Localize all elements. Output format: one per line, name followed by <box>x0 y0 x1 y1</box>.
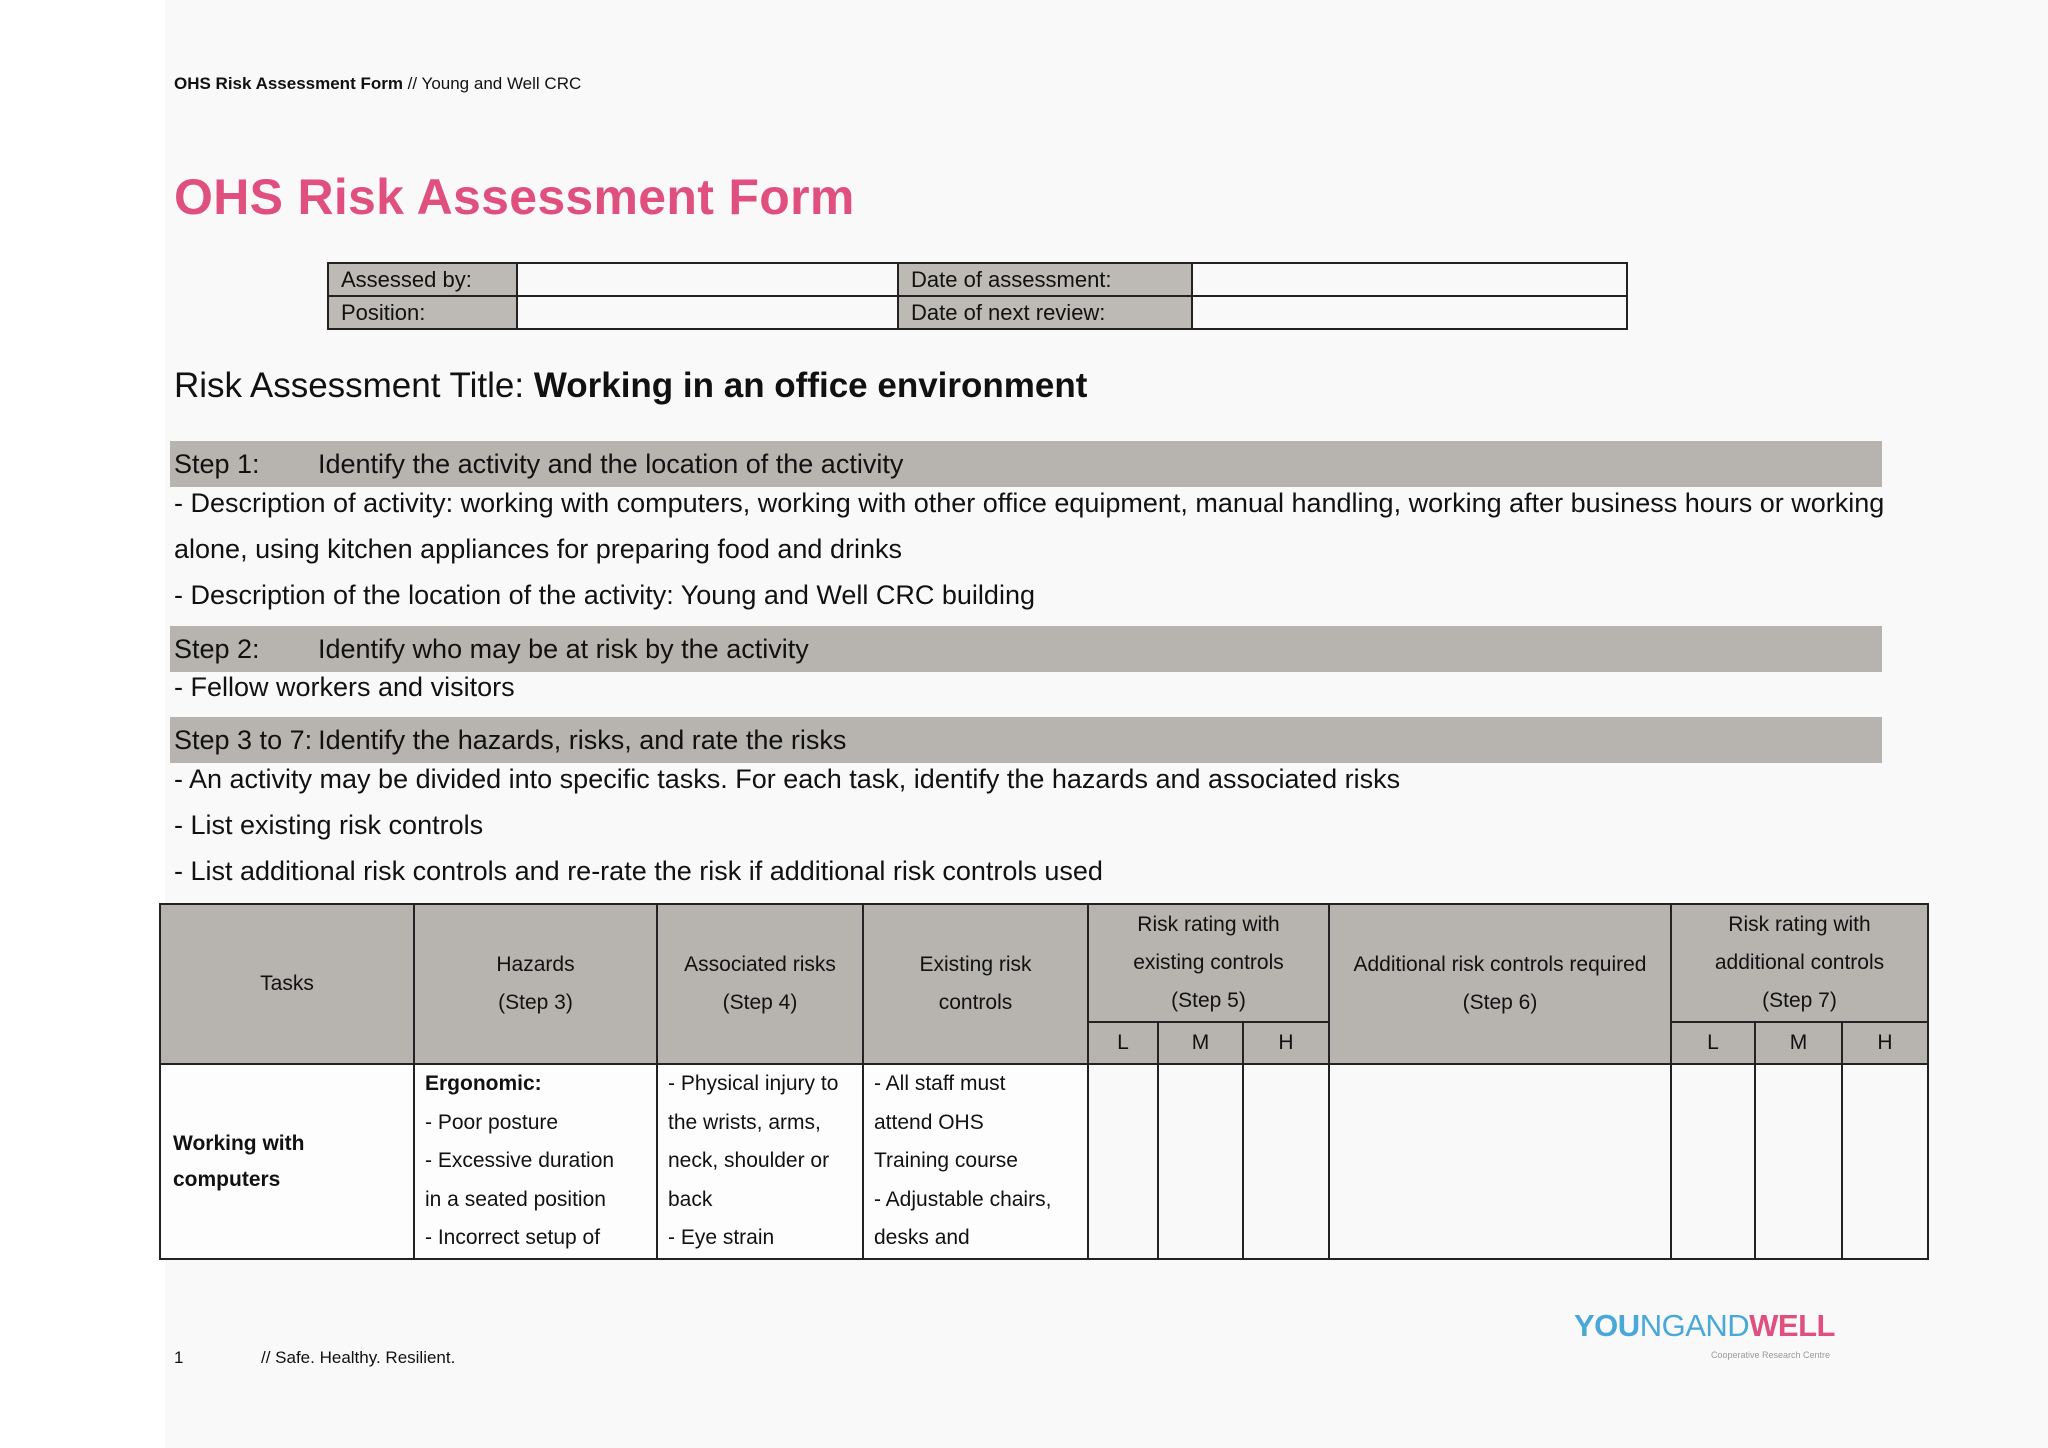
page-number: 1 <box>174 1348 184 1367</box>
rating-existing-line2: existing controls <box>1133 951 1284 974</box>
at-risk-list: - Fellow workers and visitors <box>174 672 515 702</box>
assessed-by-field[interactable] <box>517 263 898 296</box>
existing-line: attend OHS <box>874 1110 984 1134</box>
activity-description: - Description of activity: working with computers, working with other office equipment, manual handling, working after business hours or working <box>174 488 1885 518</box>
date-of-next-review-field[interactable] <box>1192 296 1627 329</box>
task-line1: Working with <box>173 1131 305 1155</box>
existing-l-cell[interactable] <box>1088 1064 1158 1259</box>
hazard-line: - Excessive duration <box>425 1149 615 1172</box>
hazards-header-line2: (Step 3) <box>498 991 573 1014</box>
risks-header-line2: (Step 4) <box>722 991 798 1014</box>
additional-m-header: M <box>1755 1022 1842 1064</box>
step-3-text: Identify the hazards, risks, and rate the risks <box>318 725 847 755</box>
rating-existing-header <box>1088 904 1329 1022</box>
additional-header-line2: (Step 6) <box>1462 991 1538 1014</box>
rating-additional-header <box>1671 904 1928 1022</box>
hazard-line: - Incorrect setup of <box>425 1226 601 1249</box>
position-field[interactable] <box>517 296 898 329</box>
additional-controls-cell[interactable] <box>1329 1064 1671 1259</box>
location-description: - Description of the location of the activity: Young and Well CRC building <box>174 580 1035 610</box>
young-and-well-logo <box>1574 1308 1835 1360</box>
existing-line: desks and <box>874 1226 970 1249</box>
existing-controls-cell <box>863 1064 1088 1259</box>
logo-subtitle: Cooperative Research Centre <box>1710 1350 1830 1360</box>
additional-h-cell[interactable] <box>1842 1064 1928 1259</box>
risk-line: - Physical injury to <box>668 1072 839 1095</box>
existing-h-cell[interactable] <box>1243 1064 1329 1259</box>
step-3-number: Step 3 to 7: <box>174 725 313 755</box>
risk-line: the wrists, arms, <box>668 1110 821 1134</box>
step-1-text: Identify the activity and the location of the activity <box>318 449 904 479</box>
existing-line: - Adjustable chairs, <box>874 1187 1052 1211</box>
hazard-line: in a seated position <box>425 1187 606 1211</box>
hazard-heading: Ergonomic: <box>425 1072 542 1095</box>
logo-well: WELL <box>1749 1308 1835 1343</box>
assessment-meta-table <box>327 262 1628 330</box>
risk-assessment-table <box>159 903 1929 1260</box>
existing-header-line2: controls <box>938 991 1013 1014</box>
hazards-header <box>414 904 657 1064</box>
step-2-band <box>170 626 1882 672</box>
date-of-next-review-label: Date of next review: <box>898 296 1192 329</box>
assessed-by-label: Assessed by: <box>328 263 517 296</box>
existing-header-line1: Existing risk <box>919 953 1032 976</box>
associated-risks-cell <box>657 1064 863 1259</box>
header-doc-title: OHS Risk Assessment Form <box>174 74 403 93</box>
page-margin <box>0 0 165 1448</box>
risk-assessment-title <box>174 366 1087 406</box>
ra-title-label: Risk Assessment Title: <box>174 366 534 405</box>
hazard-line: - Poor posture <box>425 1110 559 1134</box>
existing-m-cell[interactable] <box>1158 1064 1243 1259</box>
rating-existing-line1: Risk rating with <box>1137 913 1280 936</box>
hazards-header-line1: Hazards <box>496 953 575 976</box>
tasks-header <box>160 904 414 1064</box>
additional-l-cell[interactable] <box>1671 1064 1755 1259</box>
hazards-cell <box>414 1064 657 1259</box>
risks-header-line1: Associated risks <box>684 953 836 976</box>
instruction-1: - An activity may be divided into specific tasks. For each task, identify the hazards and associated risks <box>174 764 1401 794</box>
additional-h-header: H <box>1842 1022 1928 1064</box>
step-2-text: Identify who may be at risk by the activity <box>318 634 809 664</box>
footer-tagline: // Safe. Healthy. Resilient. <box>261 1348 456 1367</box>
existing-line: Training course <box>874 1149 1018 1172</box>
ra-title-value: Working in an office environment <box>533 366 1088 405</box>
tasks-header-label: Tasks <box>260 972 314 995</box>
step-1-number: Step 1: <box>174 449 260 479</box>
page-title: OHS Risk Assessment Form <box>174 169 855 225</box>
instruction-3: - List additional risk controls and re-rate the risk if additional risk controls used <box>174 856 1103 886</box>
existing-controls-header <box>863 904 1088 1064</box>
running-header <box>174 74 581 94</box>
date-of-assessment-field[interactable] <box>1192 263 1627 296</box>
existing-h-header: H <box>1243 1022 1329 1064</box>
rating-additional-line1: Risk rating with <box>1728 913 1871 936</box>
additional-controls-header <box>1329 904 1671 1064</box>
position-label: Position: <box>328 296 517 329</box>
logo-ngand: NGAND <box>1639 1308 1750 1343</box>
step-2-number: Step 2: <box>174 634 260 664</box>
additional-m-cell[interactable] <box>1755 1064 1842 1259</box>
rating-additional-line3: (Step 7) <box>1762 989 1837 1012</box>
logo-young: YOU <box>1574 1308 1640 1343</box>
additional-l-header: L <box>1671 1022 1755 1064</box>
task-line2: computers <box>173 1167 281 1191</box>
activity-description-cont: alone, using kitchen appliances for preparing food and drinks <box>174 534 902 564</box>
risk-line: back <box>668 1187 713 1211</box>
risk-line: neck, shoulder or <box>668 1149 830 1172</box>
risk-line: - Eye strain <box>668 1226 775 1249</box>
task-cell <box>160 1064 414 1259</box>
instruction-2: - List existing risk controls <box>174 810 484 840</box>
rating-existing-line3: (Step 5) <box>1171 989 1246 1012</box>
header-org: // Young and Well CRC <box>402 74 582 93</box>
date-of-assessment-label: Date of assessment: <box>898 263 1192 296</box>
step-3-band <box>170 717 1882 763</box>
associated-risks-header <box>657 904 863 1064</box>
step-1-band <box>170 441 1882 487</box>
existing-line: - All staff must <box>874 1072 1006 1095</box>
existing-m-header: M <box>1158 1022 1243 1064</box>
existing-l-header: L <box>1088 1022 1158 1064</box>
rating-additional-line2: additional controls <box>1714 951 1885 974</box>
additional-header-line1: Additional risk controls required <box>1353 953 1647 976</box>
